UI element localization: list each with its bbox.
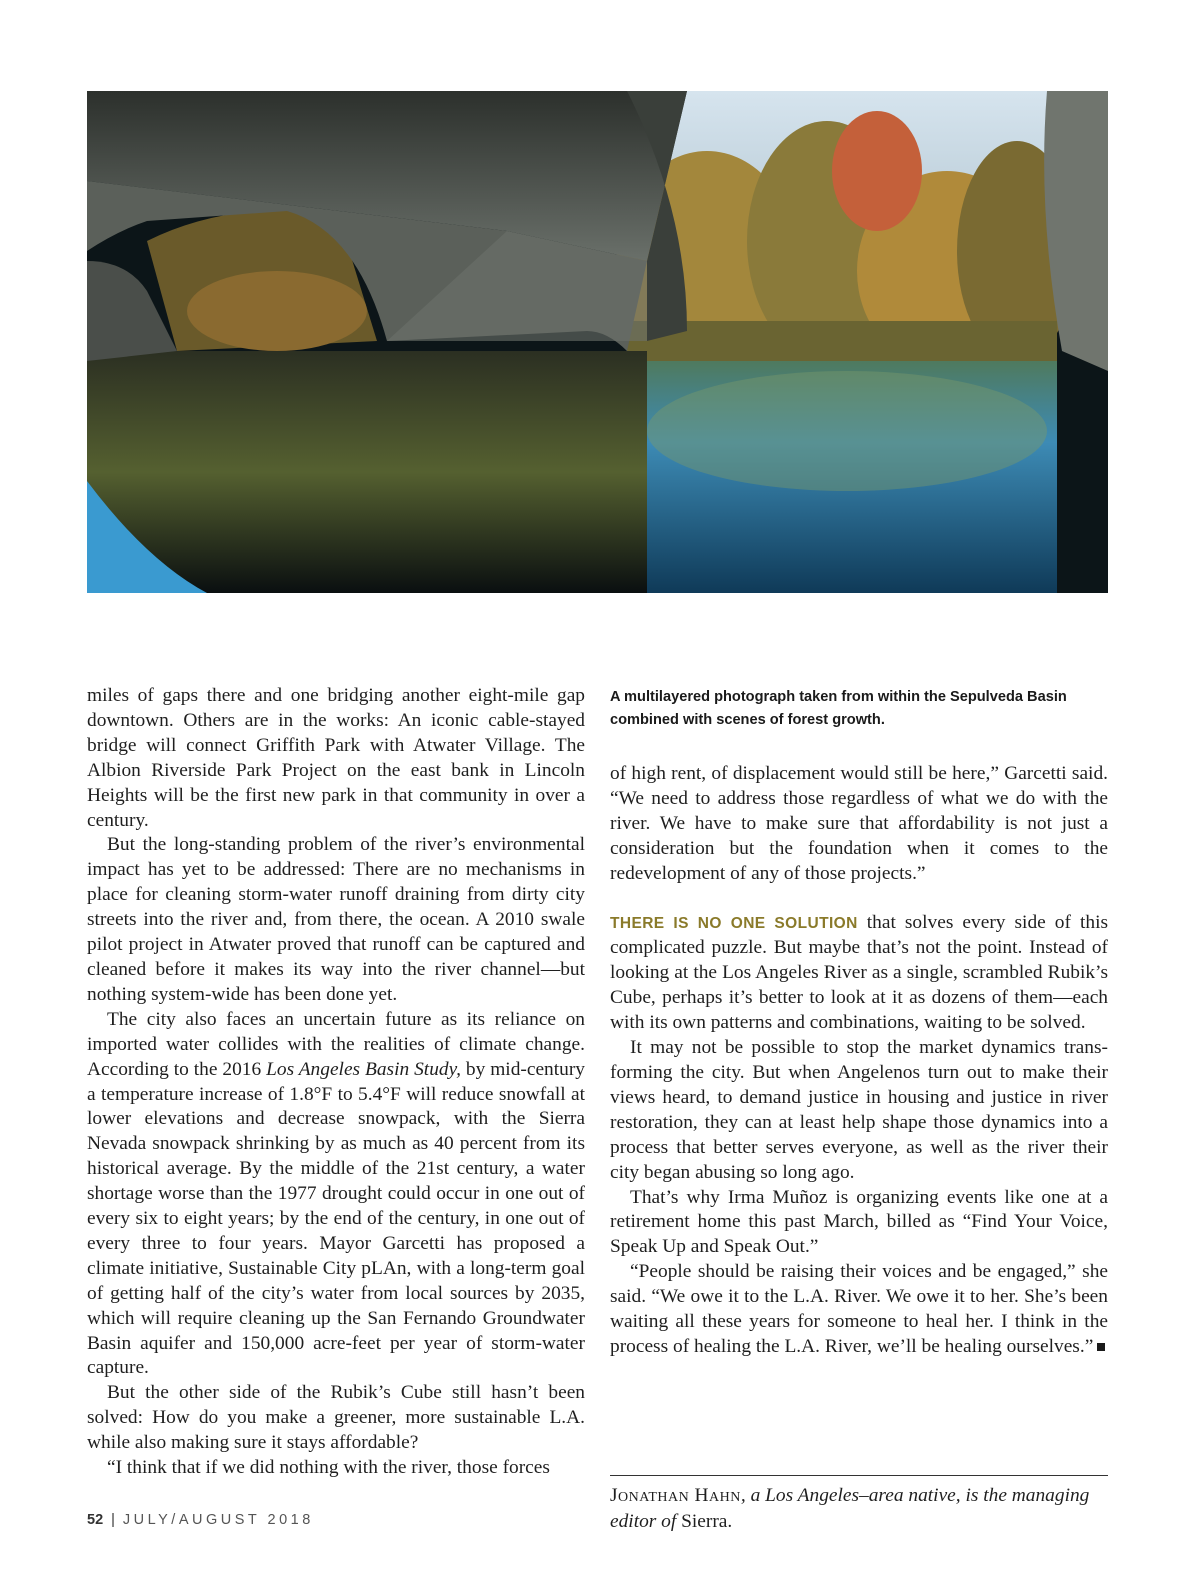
page-number: 52 [87, 1512, 104, 1528]
section-break [610, 887, 1108, 911]
paragraph: It may not be possible to stop the market dynamics transforming the city. But when Angelenos turn out to make their views heard, to demand justice in housing and justice in river restoration, they can at least help shape those dynamics into a process that better serves everyone, as well as the river their city began abusing so long ago. [610, 1037, 1108, 1183]
section-lead-in: THERE IS NO ONE SOLUTION [610, 914, 858, 932]
issue-date: JULY/AUGUST 2018 [122, 1512, 314, 1528]
author-name: Jonathan Hahn [610, 1485, 741, 1506]
paragraph: THERE IS NO ONE SOLUTION that solves every side of this complicated puzzle. But maybe that’s not the point. Instead of looking at the Los Angeles River as a single, scrambled Rubik’s Cube, perhaps it’s better to look at it as dozens of them—each with its own patterns and combinations, waiting to be solved. [610, 911, 1109, 1034]
photo-caption: A multilayered photograph taken from within the Sepulveda Basin combined with scenes of forest growth. [610, 689, 1067, 728]
article-right-column [610, 762, 1108, 1360]
paragraph: But the other side of the Rubik’s Cube still hasn’t been solved: How do you make a greener, more sustainable L.A. while also making sure it stays affordable? [87, 1382, 585, 1454]
bio-divider [610, 1475, 1108, 1476]
article-photo [87, 91, 1108, 593]
paragraph: “People should be raising their voices and be engaged,” she said. “We owe it to the L.A. River. We owe it to her. She’s been waiting all these years for someone to heal her. I think in the process of healing the L.A. River, we’ll be healing ourselves.” [610, 1261, 1108, 1357]
footer-separator: | [111, 1512, 115, 1528]
bridge-river-photo [87, 91, 1108, 593]
paragraph: “I think that if we did nothing with the river, those forces [107, 1457, 550, 1479]
publication-name: Sierra [681, 1511, 728, 1532]
paragraph: of high rent, of displacement would still be here,” Garcetti said. “We need to address those regardless of what we do with the river. We have to make sure that affordability is not just a consideration but the foundation when it comes to the redevelopment of any of those projects.” [610, 763, 1108, 884]
paragraph: But the long-standing problem of the river’s environmental impact has yet to be addressed: There are no mechanisms in place for cleaning storm-water runoff draining from dirty city streets into the river and, from there, the ocean. A 2010 swale pilot project in Atwater proved that runoff can be captured and cleaned before it makes its way into the river channel—but nothing system-wide has been done yet. [87, 834, 585, 1005]
end-mark-icon [1097, 1343, 1105, 1351]
study-title: Los Angeles Basin Study, [266, 1058, 461, 1080]
paragraph: The city also faces an uncertain future as its reliance on imported water collides with the realities of climate change. According to the 2016 Los Angeles Basin Study, by mid-century a temperature increase of 1.8°F to 5.4°F will reduce snowfall at lower elevations and decrease snowpack, with the Sierra Nevada snowpack shrinking by as much as 40 percent from its historical average. By the middle of the 21st century, a water shortage worse than the 1977 drought could occur in one out of every six to eight years; by the end of the century, in one out of every three to four years. Mayor Garcetti has proposed a climate initiative, Sustainable City pLAn, with a long-term goal of getting half of the city’s water from local sources by 2035, which will require cleaning up the San Fernando Groundwater Basin aquifer and 150,000 acre-feet per year of storm-water capture. [87, 1008, 585, 1379]
article-left-column [87, 684, 585, 1481]
author-bio: Jonathan Hahn, a Los Angeles–area native, is the managing editor of Sierra. [610, 1485, 1090, 1532]
page-footer [87, 1512, 314, 1528]
paragraph: That’s why Irma Muñoz is organizing events like one at a retirement home this past March, billed as “Find Your Voice, Speak Up and Speak Out.” [610, 1186, 1108, 1258]
paragraph: miles of gaps there and one bridging another eight-mile gap downtown. Others are in the works: An iconic cable-stayed bridge will connect Griffith Park with Atwater Village. The Albion Riverside Park Project on the east bank in Lincoln Heights will be the first new park in that community in over a century. [87, 685, 585, 831]
